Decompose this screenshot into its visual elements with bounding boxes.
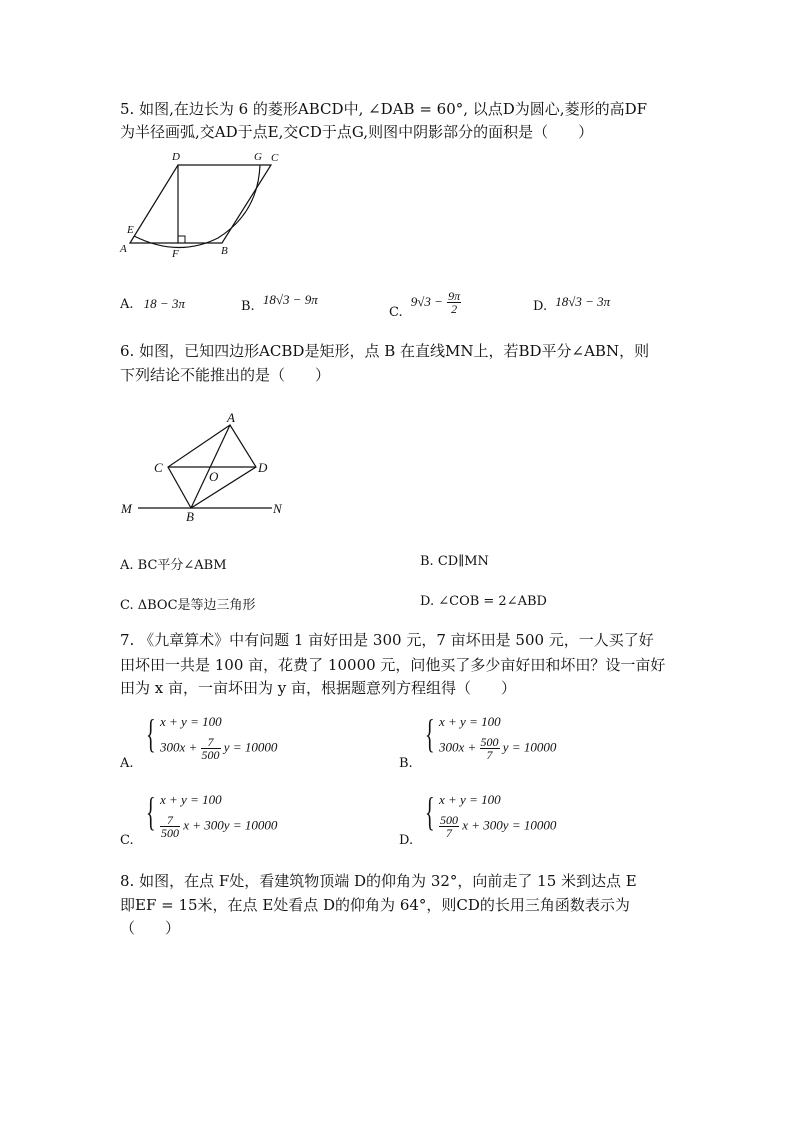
label-A: A	[120, 243, 127, 255]
q6-option-d[interactable]: D. ∠COB = 2∠ABD	[420, 594, 547, 609]
q5-figure-rhombus	[118, 148, 288, 260]
q7-option-b-system[interactable]: { x + y = 100 300x + $\frac{500}{7}$ y = 10000	[425, 711, 557, 762]
equation-1: x + y = 100	[160, 792, 222, 807]
q8-line3: （ ）	[120, 919, 181, 937]
q5-line1: 5. 如图,在边长为 6 的菱形ABCD中, ∠DAB = 60°, 以点D为圆心,菱形的高DF	[120, 100, 648, 118]
q7-line1: 7. 《九章算术》中有问题 1 亩好田是 300 元，7 亩坏田是 500 元，一人买了好	[120, 631, 654, 649]
q5-option-c[interactable]	[389, 289, 461, 320]
q6-line1: 6. 如图，已知四边形ACBD是矩形，点 B 在直线MN上，若BD平分∠ABN，则	[120, 342, 650, 360]
q6-figure-rectangle	[118, 410, 298, 525]
option-label: B.	[241, 299, 255, 314]
q6-option-c[interactable]: C. ΔBOC是等边三角形	[120, 598, 256, 613]
equation-1: x + y = 100	[439, 792, 501, 807]
label-O: O	[209, 469, 219, 484]
q7-line3: 田为 x 亩，一亩坏田为 y 亩，根据题意列方程组得（ ）	[120, 679, 517, 697]
label-B: B	[186, 509, 194, 524]
label-M: M	[121, 501, 132, 516]
label-C: C	[154, 460, 163, 475]
q5-option-a[interactable]	[120, 296, 185, 312]
q5-option-d[interactable]	[533, 294, 611, 314]
q7-option-c-system[interactable]: { x + y = 100 $\frac{7}{500}$ x + 300y = 10000	[146, 789, 278, 840]
option-label: D.	[533, 299, 548, 314]
q5-line2: 为半径画弧,交AD于点E,交CD于点G,则图中阴影部分的面积是（ ）	[120, 123, 594, 141]
option-label: A.	[120, 297, 134, 312]
option-fraction: $\frac{9\pi}{2}$	[448, 289, 461, 316]
option-value: 18√3 − 9π	[262, 292, 318, 307]
q7-option-a-label[interactable]: A.	[120, 756, 134, 771]
label-D: D	[258, 460, 268, 475]
equation-2: $\frac{7}{500}$ x + 300y = 10000	[161, 813, 278, 840]
q7-option-b-label[interactable]: B.	[399, 756, 413, 771]
label-N: N	[273, 501, 282, 516]
label-D: D	[172, 151, 180, 163]
q6-line2: 下列结论不能推出的是（ ）	[120, 366, 331, 384]
equation-2: $\frac{500}{7}$ x + 300y = 10000	[440, 813, 557, 840]
equation-1: x + y = 100	[160, 714, 222, 729]
q6-option-b[interactable]: B. CD∥MN	[420, 554, 489, 569]
q6-option-a[interactable]: A. BC平分∠ABM	[120, 558, 227, 573]
option-value: 18 − 3π	[143, 296, 185, 311]
q7-option-c-label[interactable]: C.	[120, 833, 134, 848]
option-value-pre: 9√3 −	[410, 294, 443, 309]
option-value: 18√3 − 3π	[555, 294, 611, 309]
label-E: E	[127, 224, 134, 236]
label-C: C	[271, 152, 279, 164]
label-G: G	[254, 151, 262, 163]
equation-1: x + y = 100	[439, 714, 501, 729]
equation-2: 300x + $\frac{7}{500}$ y = 10000	[160, 735, 278, 762]
q5-option-b[interactable]	[241, 292, 318, 314]
label-A: A	[227, 410, 235, 425]
q8-line1: 8. 如图，在点 F处，看建筑物顶端 D的仰角为 32°，向前走了 15 米到达点 E	[120, 872, 637, 890]
label-F: F	[172, 248, 179, 260]
right-angle-mark	[178, 236, 185, 243]
q7-option-a-system[interactable]: { x + y = 100 300x + $\frac{7}{500}$ y = 10000	[146, 711, 278, 762]
label-B: B	[221, 245, 228, 257]
equation-2: 300x + $\frac{500}{7}$ y = 10000	[439, 735, 557, 762]
q7-option-d-label[interactable]: D.	[399, 833, 414, 848]
q8-line2: 即EF = 15米，在点 E处看点 D的仰角为 64°，则CD的长用三角函数表示为	[120, 896, 630, 914]
q7-line2: 田坏田一共是 100 亩，花费了 10000 元，问他买了多少亩好田和坏田？设一亩好	[120, 656, 666, 674]
q7-option-d-system[interactable]: { x + y = 100 $\frac{500}{7}$ x + 300y = 10000	[425, 789, 557, 840]
option-label: C.	[389, 305, 403, 320]
